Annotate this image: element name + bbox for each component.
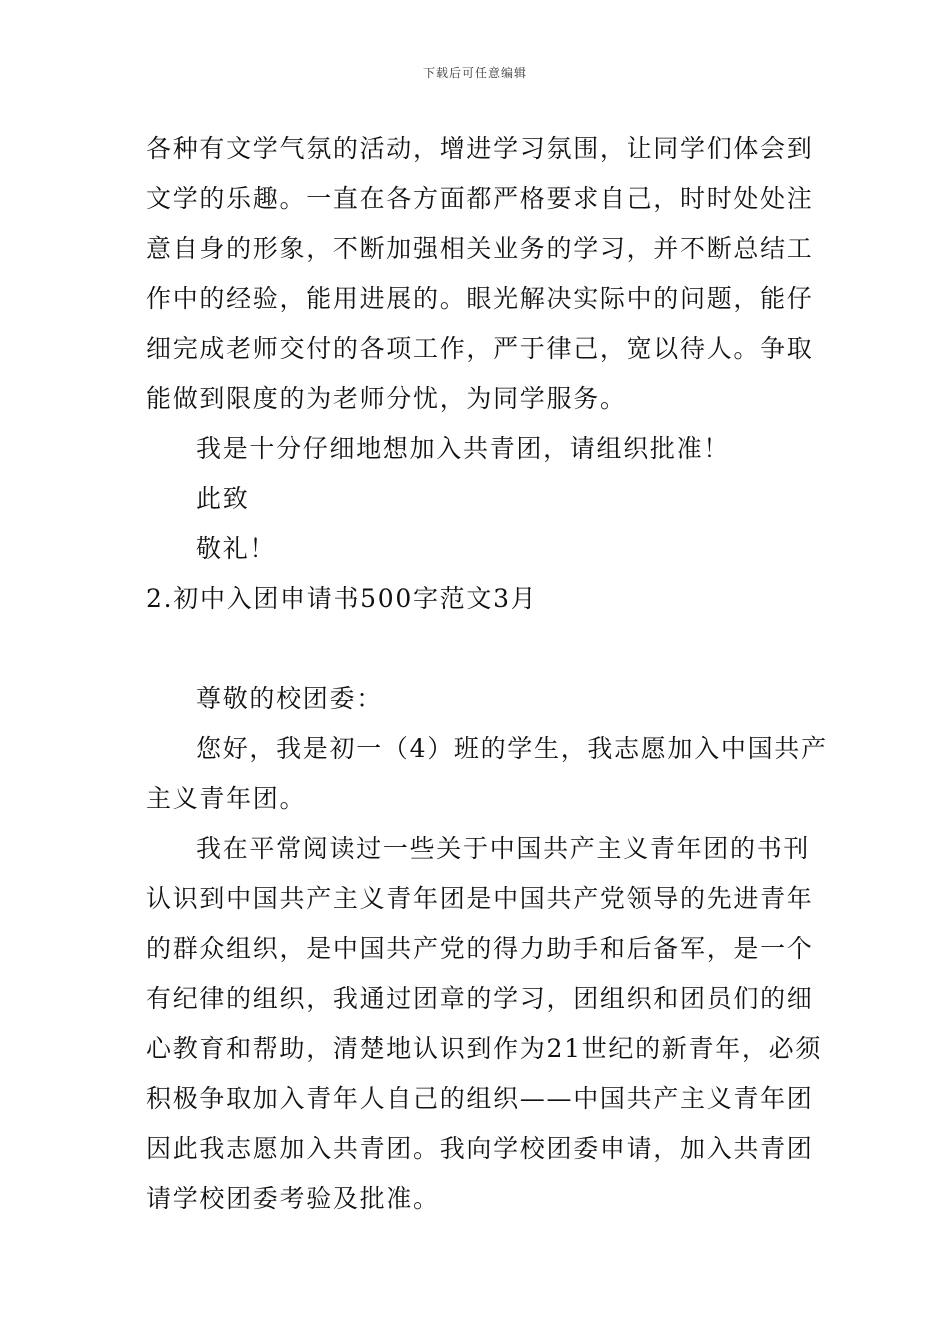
text-line: 的群众组织，是中国共产党的得力助手和后备军，是一个	[146, 934, 814, 963]
text-line: 主义青年团。	[146, 784, 307, 813]
text-line: 因此我志愿加入共青团。我向学校团委申请，加入共青团	[146, 1134, 814, 1163]
text-line: 作中的经验，能用进展的。眼光解决实际中的问题，能仔	[146, 284, 814, 313]
text-line: 心教育和帮助，清楚地认识到作为21世纪的新青年，必须	[146, 1034, 823, 1063]
section-heading: 2.初中入团申请书500字范文3月	[146, 584, 538, 613]
text-line: 意自身的形象，不断加强相关业务的学习，并不断总结工	[146, 234, 814, 263]
text-line: 积极争取加入青年人自己的组织——中国共产主义青年团	[146, 1084, 814, 1113]
text-line: 请学校团委考验及批准。	[146, 1184, 440, 1213]
closing-request: 我是十分仔细地想加入共青团，请组织批准！	[196, 434, 731, 463]
page-header-note: 下载后可任意编辑	[422, 66, 527, 80]
text-line: 各种有文学气氛的活动，增进学习氛围，让同学们体会到	[146, 134, 814, 163]
closing-salute-1: 此致	[196, 484, 250, 513]
salutation: 尊敬的校团委：	[196, 684, 383, 713]
text-line: 能做到限度的为老师分忧，为同学服务。	[146, 384, 627, 413]
text-line: 我在平常阅读过一些关于中国共产主义青年团的书刊	[196, 834, 811, 863]
text-line: 细完成老师交付的各项工作，严于律己，宽以待人。争取	[146, 334, 814, 363]
text-line: 有纪律的组织，我通过团章的学习，团组织和团员们的细	[146, 984, 814, 1013]
text-line: 文学的乐趣。一直在各方面都严格要求自己，时时处处注	[146, 184, 814, 213]
document-body	[146, 124, 828, 1224]
blank-spacer	[146, 624, 816, 674]
text-line: 您好，我是初一（4）班的学生，我志愿加入中国共产	[196, 734, 828, 763]
text-line: 认识到中国共产主义青年团是中国共产党领导的先进青年	[146, 884, 814, 913]
closing-salute-2: 敬礼！	[196, 534, 277, 563]
